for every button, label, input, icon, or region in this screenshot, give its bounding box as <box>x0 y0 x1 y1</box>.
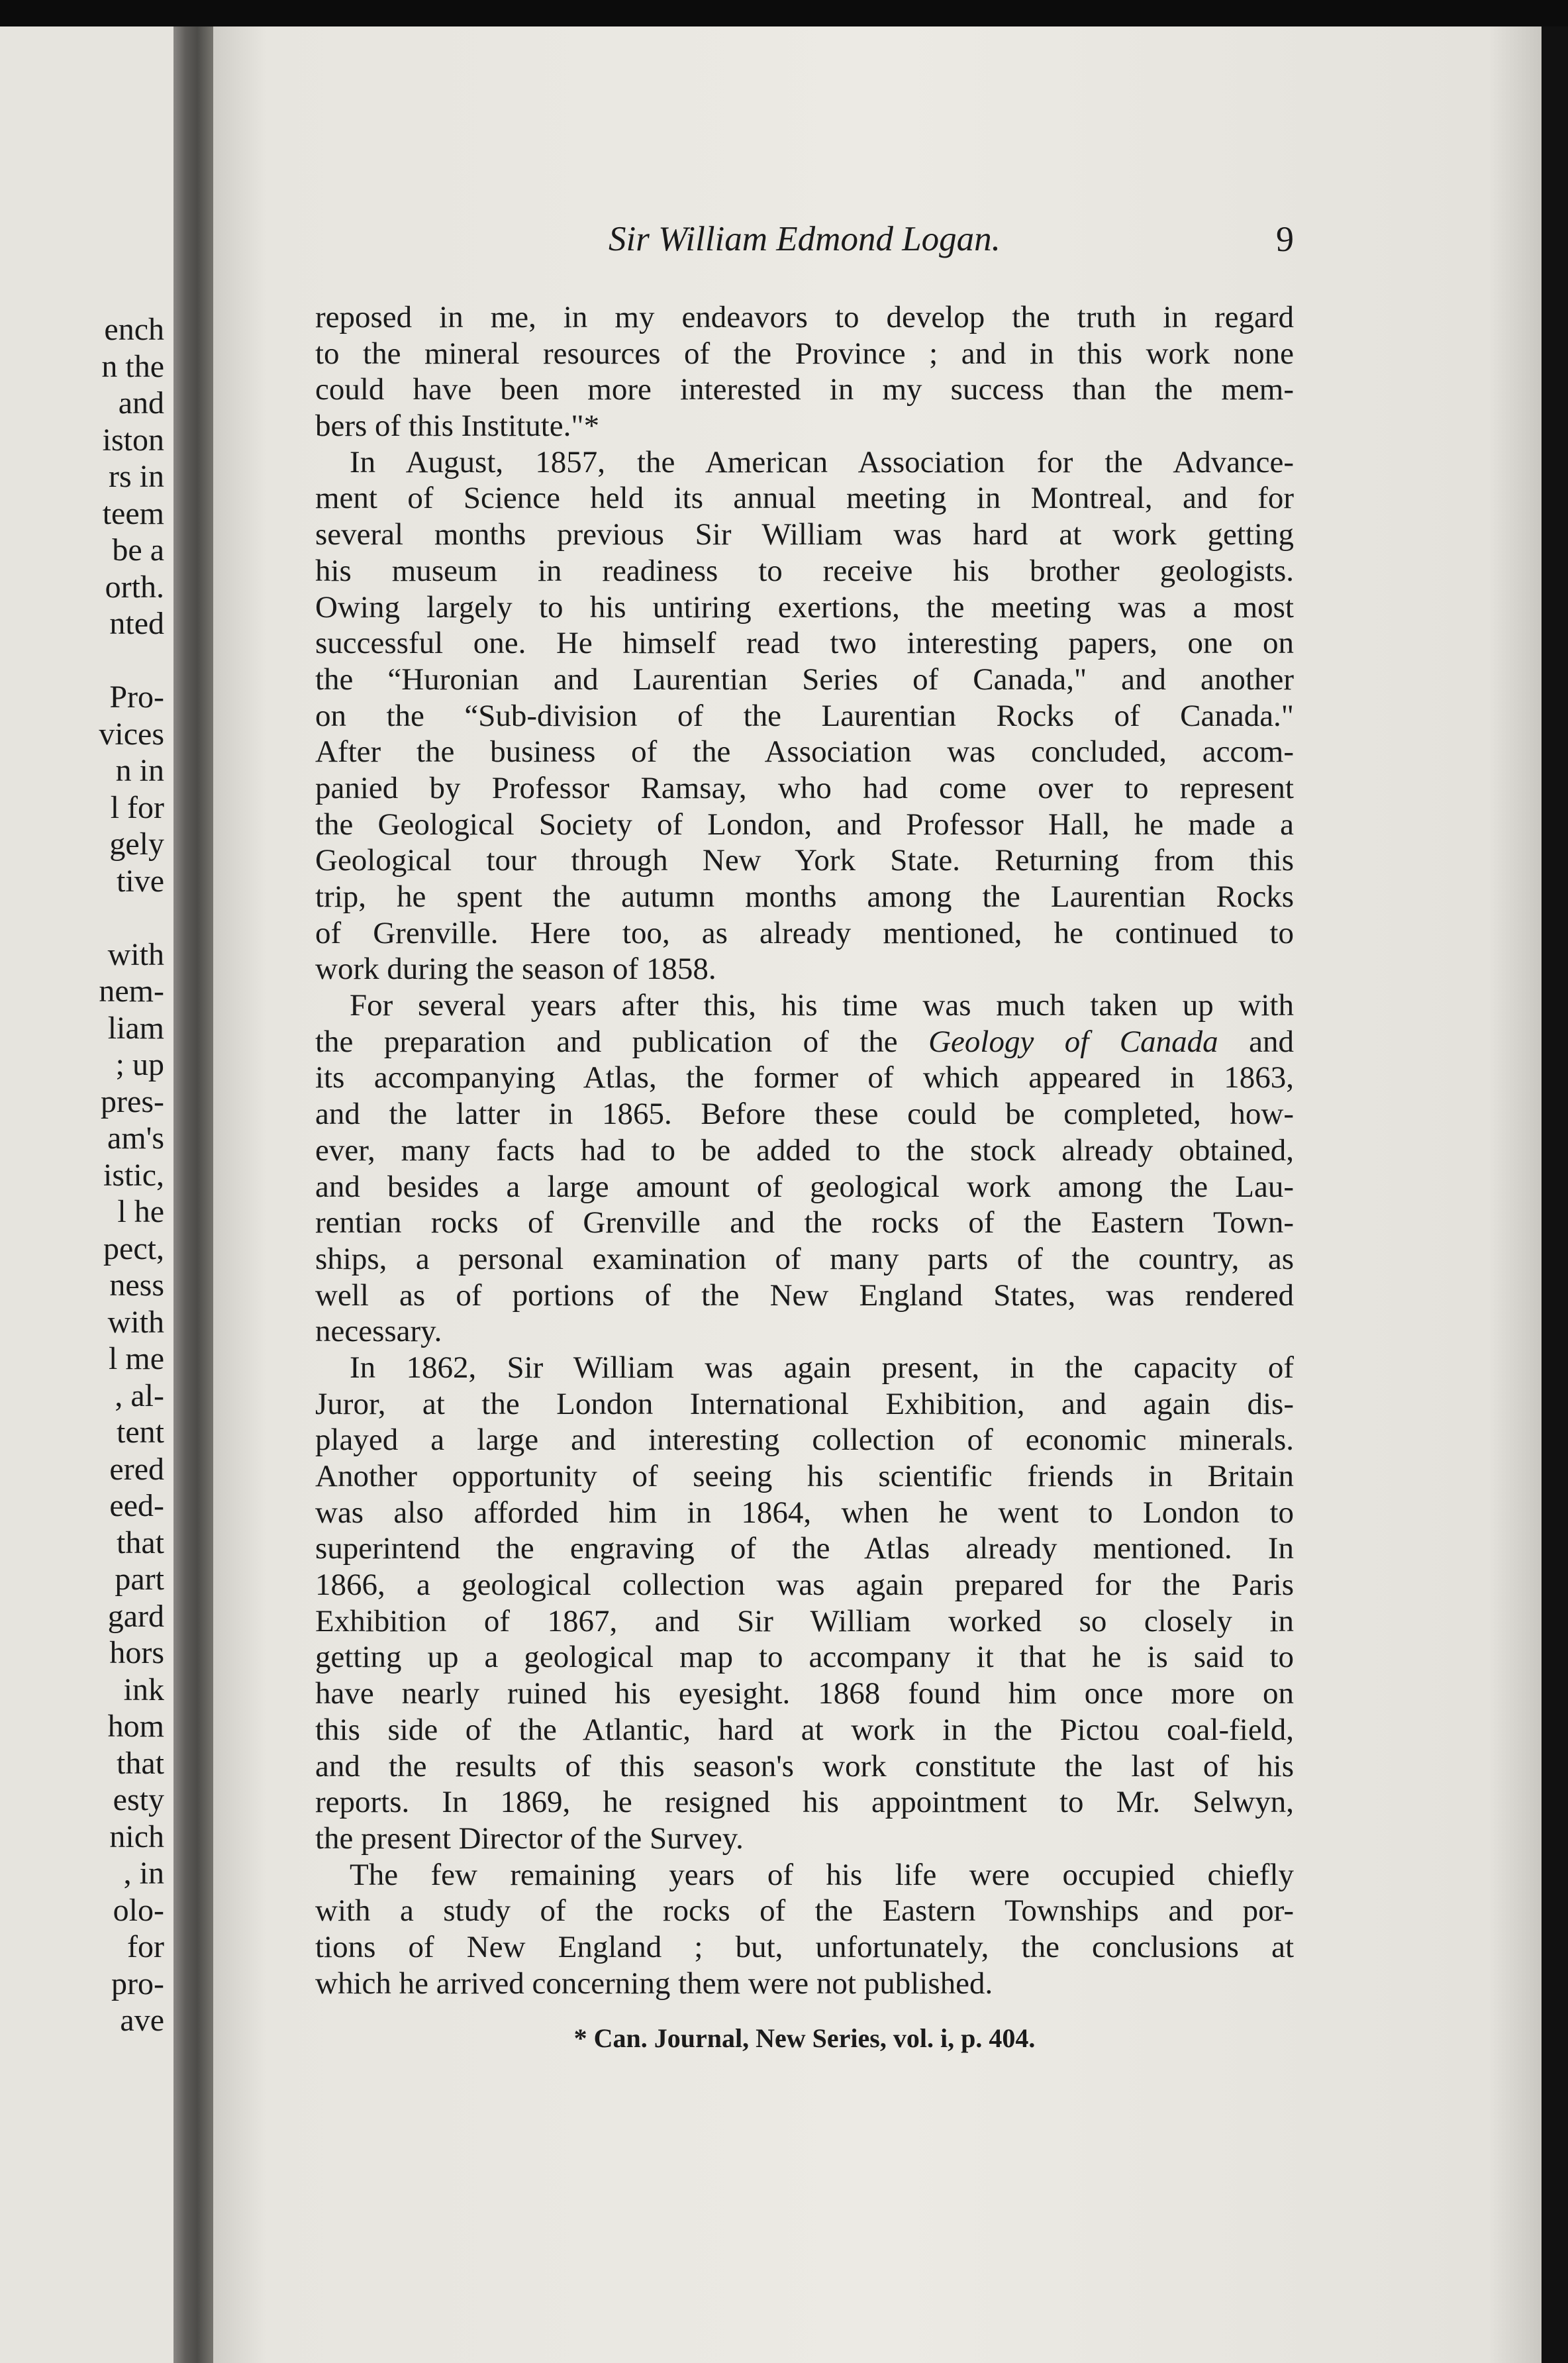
running-title: Sir William Edmond Logan. <box>609 220 1001 258</box>
facing-page-line: gely <box>109 827 164 862</box>
text-line: After the business of the Association was concluded, accom- <box>315 734 1294 770</box>
facing-page-line: iston <box>102 422 164 458</box>
text-line: reports. In 1869, he resigned his appointment to Mr. Selwyn, <box>315 1785 1294 1820</box>
facing-page-line: n in <box>115 753 164 788</box>
text-line: getting up a geological map to accompany it that he is said to <box>315 1640 1294 1675</box>
facing-page-line: rs in <box>109 459 164 494</box>
facing-page-line: tent <box>117 1415 164 1450</box>
text-line: ships, a personal examination of many parts of the country, as <box>315 1241 1294 1276</box>
text-line: his museum in readiness to receive his brother geologists. <box>315 553 1294 588</box>
text-line: its accompanying Atlas, the former of which appeared in 1863, <box>315 1060 1294 1095</box>
facing-page-line: with <box>107 1304 164 1340</box>
text-line: In 1862, Sir William was again present, in the capacity of <box>350 1350 1294 1385</box>
facing-page-line: vices <box>99 716 164 752</box>
facing-page-line: gard <box>107 1598 164 1634</box>
facing-page-line: olo- <box>113 1892 164 1928</box>
text-line: Another opportunity of seeing his scientific friends in Britain <box>315 1459 1294 1493</box>
facing-page-line: l for <box>110 789 164 825</box>
facing-page-text <box>0 311 173 2039</box>
text-line: played a large and interesting collection of economic minerals. <box>315 1423 1294 1458</box>
text-line: was also afforded him in 1864, when he went to London to <box>315 1495 1294 1530</box>
facing-page-line: l he <box>117 1194 164 1229</box>
text-line: In August, 1857, the American Association for the Advance- <box>350 444 1294 479</box>
text-line: superintend the engraving of the Atlas already mentioned. In <box>315 1531 1294 1566</box>
text-line: to the mineral resources of the Province ; and in this work none <box>315 336 1294 371</box>
body-text <box>315 299 1294 2001</box>
text-line: could have been more interested in my success than the mem- <box>315 372 1294 407</box>
text-line: several months previous Sir William was hard at work getting <box>315 517 1294 552</box>
facing-page-line: liam <box>107 1010 164 1046</box>
facing-page-line: with <box>107 936 164 972</box>
text-line: the Geological Society of London, and Professor Hall, he made a <box>315 807 1294 842</box>
facing-page-line: be a <box>112 532 164 568</box>
facing-page-line: nem- <box>99 974 164 1009</box>
facing-page-line: ness <box>109 1268 164 1303</box>
facing-page-line: pres- <box>101 1083 164 1119</box>
facing-page-line: nich <box>109 1819 164 1854</box>
text-line: on the “Sub-division of the Laurentian Rocks of Canada." <box>315 698 1294 733</box>
text-line: Geological tour through New York State. Returning from this <box>315 843 1294 878</box>
text-line: and the latter in 1865. Before these could be completed, how- <box>315 1097 1294 1132</box>
text-line: trip, he spent the autumn months among the Laurentian Rocks <box>315 880 1294 914</box>
page-number: 9 <box>1276 219 1294 259</box>
text-line: ment of Science held its annual meeting in Montreal, and for <box>315 481 1294 516</box>
facing-page-line: ave <box>120 2003 164 2038</box>
text-line: the present Director of the Survey. <box>315 1821 744 1856</box>
facing-page-line: part <box>115 1562 164 1597</box>
facing-page-line: ink <box>123 1672 164 1707</box>
text-line: For several years after this, his time was much taken up with <box>350 988 1294 1023</box>
text-line: The few remaining years of his life were occupied chiefly <box>350 1857 1294 1892</box>
text-line: with a study of the rocks of the Eastern Townships and por- <box>315 1893 1294 1929</box>
facing-page <box>0 26 173 2363</box>
facing-page-line: ench <box>104 312 164 347</box>
facing-page-line: teem <box>102 495 164 531</box>
text-line: necessary. <box>315 1314 442 1349</box>
book-gutter <box>173 26 213 2363</box>
text-line: reposed in me, in my endeavors to develop the truth in regard <box>315 300 1294 334</box>
text-segment: and <box>1218 1024 1294 1059</box>
text-line: rentian rocks of Grenville and the rocks of the Eastern Town- <box>315 1205 1294 1240</box>
footnote: * Can. Journal, New Series, vol. i, p. 404. <box>573 2023 1036 2053</box>
facing-page-line: , al- <box>115 1378 164 1413</box>
facing-page-line: l me <box>109 1341 164 1376</box>
text-line: tions of New England ; but, unfortunately, the conclusions at <box>315 1929 1294 1964</box>
text-line: successful one. He himself read two interesting papers, one on <box>315 626 1294 661</box>
facing-page-line <box>0 642 173 679</box>
facing-page-line: hom <box>107 1709 164 1744</box>
facing-page-line: am's <box>107 1121 164 1156</box>
facing-page-line: for <box>127 1929 164 1964</box>
text-line: well as of portions of the New England States, was rendered <box>315 1278 1294 1313</box>
facing-page-line: eed- <box>109 1488 164 1523</box>
facing-page-line: n the <box>101 348 164 384</box>
facing-page-line: , in <box>123 1856 164 1891</box>
text-line: ever, many facts had to be added to the stock already obtained, <box>315 1132 1294 1168</box>
text-line: Juror, at the London International Exhibition, and again dis- <box>315 1386 1294 1421</box>
scan-border <box>1542 26 1568 2363</box>
facing-page-line: that <box>117 1525 164 1560</box>
text-line: bers of this Institute."* <box>315 409 600 444</box>
text-line: which he arrived concerning them were not published. <box>315 1966 993 2001</box>
text-line: Owing largely to his untiring exertions, the meeting was a most <box>315 589 1294 625</box>
facing-page-line: Pro- <box>109 679 164 715</box>
facing-page-line: ered <box>109 1451 164 1487</box>
facing-page-line: tive <box>117 863 164 899</box>
text-segment: the preparation and publication of the <box>315 1024 929 1059</box>
text-line: and the results of this season's work constitute the last of his <box>315 1748 1294 1784</box>
facing-page-line: nted <box>109 606 164 641</box>
facing-page-line: pro- <box>111 1966 164 2001</box>
text-line: panied by Professor Ramsay, who had come over to represent <box>315 770 1294 805</box>
facing-page-line: esty <box>113 1782 164 1817</box>
facing-page-line: that <box>117 1745 164 1781</box>
text-line: and besides a large amount of geological work among the Lau- <box>315 1169 1294 1204</box>
facing-page-line <box>0 899 173 936</box>
book-title-italic: Geology of Canada <box>928 1024 1218 1059</box>
text-line: work during the season of 1858. <box>315 952 716 987</box>
text-line <box>315 1024 1294 1060</box>
facing-page-line: pect, <box>103 1231 164 1266</box>
facing-page-line: ; up <box>115 1047 164 1082</box>
facing-page-line: istic, <box>103 1157 164 1193</box>
text-line: 1866, a geological collection was again prepared for the Paris <box>315 1568 1294 1603</box>
running-header <box>315 216 1294 262</box>
text-line: have nearly ruined his eyesight. 1868 found him once more on <box>315 1676 1294 1711</box>
facing-page-line: hors <box>109 1635 164 1670</box>
facing-page-line: orth. <box>105 569 164 605</box>
facing-page-line: and <box>118 385 164 421</box>
text-line: of Grenville. Here too, as already mentioned, he continued to <box>315 915 1294 950</box>
text-line: this side of the Atlantic, hard at work in the Pictou coal-field, <box>315 1712 1294 1747</box>
text-line: Exhibition of 1867, and Sir William worked so closely in <box>315 1603 1294 1638</box>
text-line: the “Huronian and Laurentian Series of Canada," and another <box>315 662 1294 697</box>
